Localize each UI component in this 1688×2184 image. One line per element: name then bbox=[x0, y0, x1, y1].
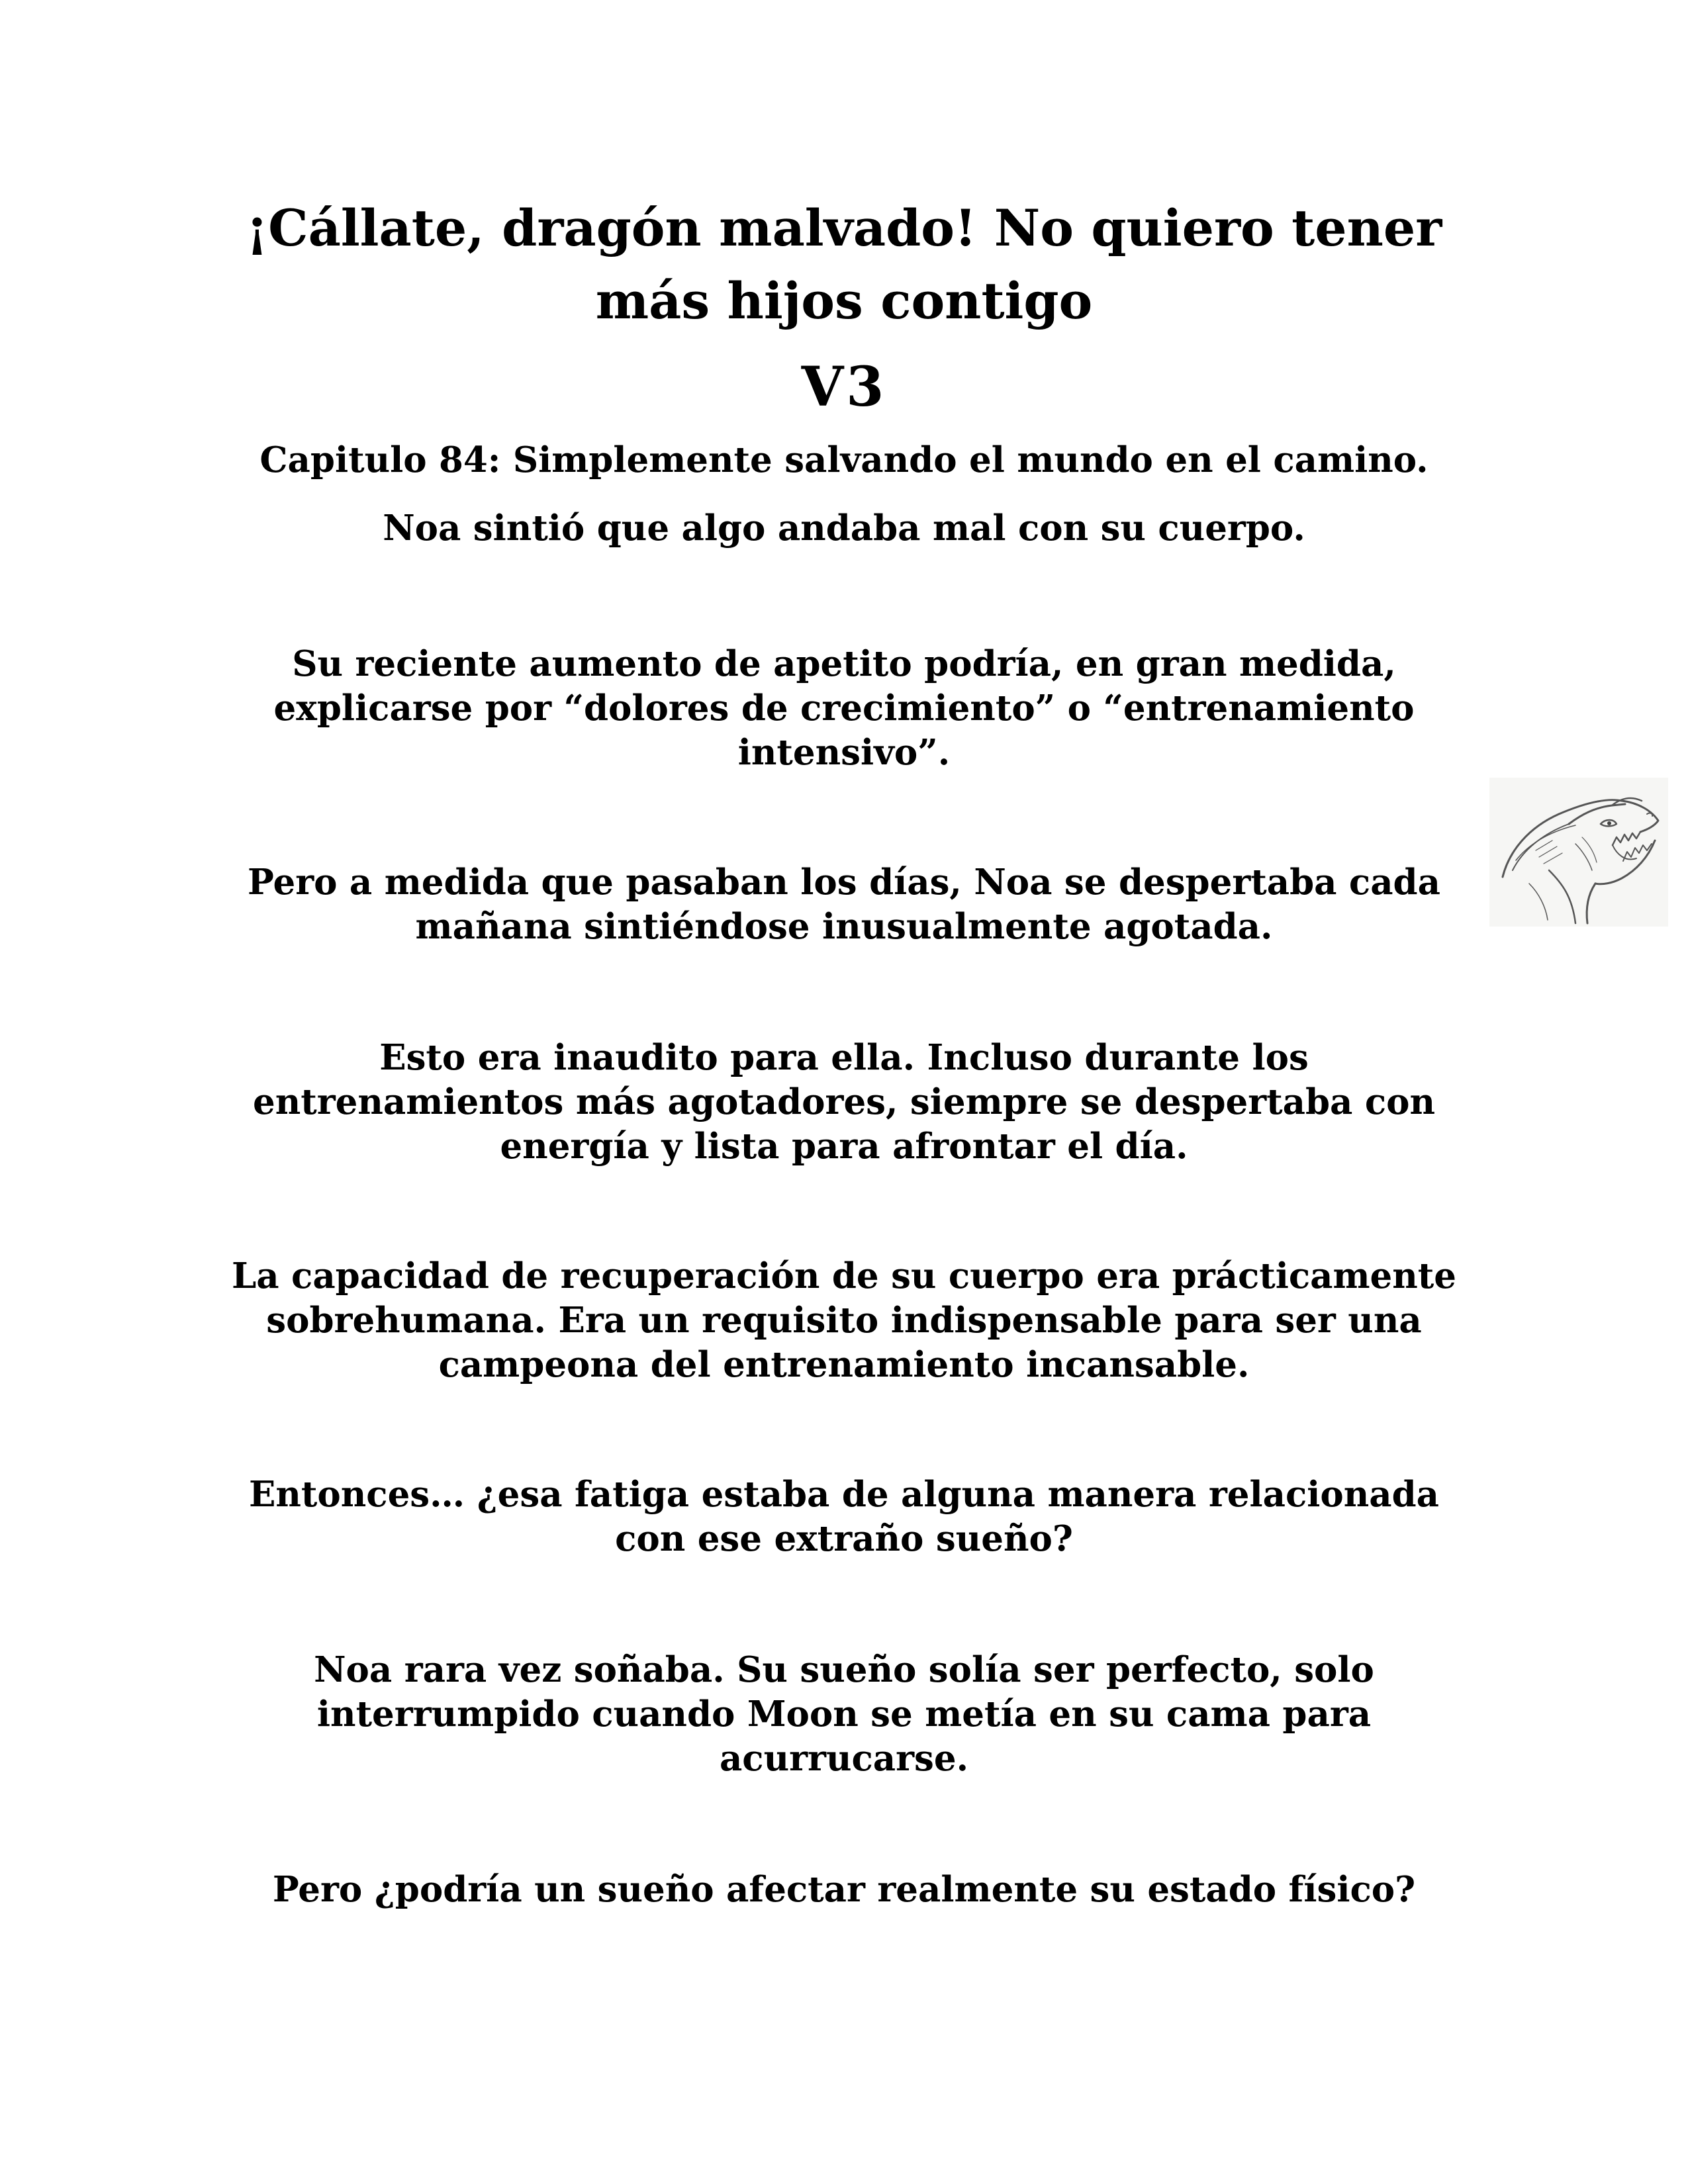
title-line-1: ¡Cállate, dragón malvado! No quiero tener bbox=[246, 199, 1442, 257]
paragraph-line: Entonces… ¿esa fatiga estaba de alguna manera relacionada bbox=[249, 1474, 1439, 1515]
title-line-2: más hijos contigo bbox=[595, 271, 1093, 330]
document-title bbox=[199, 192, 1489, 338]
paragraph-line: energía y lista para afrontar el día. bbox=[500, 1126, 1188, 1167]
paragraph-line: Noa rara vez soñaba. Su sueño solía ser perfecto, solo bbox=[314, 1649, 1374, 1690]
paragraph-7 bbox=[199, 1648, 1489, 1781]
volume-label: V3 bbox=[801, 355, 887, 419]
paragraph-line: Esto era inaudito para ella. Incluso durante los bbox=[379, 1037, 1309, 1078]
paragraph-line: La capacidad de recuperación de su cuerpo era prácticamente bbox=[231, 1255, 1456, 1297]
dragon-head-sketch-icon bbox=[1489, 778, 1668, 927]
paragraph-line: Pero a medida que pasaban los días, Noa se despertaba cada bbox=[248, 862, 1440, 903]
paragraph-line: acurrucarse. bbox=[719, 1738, 969, 1779]
paragraph-3 bbox=[199, 860, 1489, 949]
chapter-heading: Capitulo 84: Simplemente salvando el mundo en el camino. bbox=[259, 439, 1429, 480]
paragraph-5 bbox=[199, 1254, 1489, 1387]
paragraph-line: intensivo”. bbox=[737, 732, 951, 773]
paragraph-1 bbox=[199, 506, 1489, 551]
paragraph-2 bbox=[199, 642, 1489, 775]
paragraph-4 bbox=[199, 1036, 1489, 1169]
paragraph-8 bbox=[199, 1868, 1489, 1912]
paragraph-6 bbox=[199, 1473, 1489, 1561]
paragraph-line: mañana sintiéndose inusualmente agotada. bbox=[415, 906, 1273, 947]
paragraph-line: Su reciente aumento de apetito podría, en gran medida, bbox=[292, 643, 1396, 684]
paragraph-line: explicarse por “dolores de crecimiento” o “entrenamiento bbox=[273, 688, 1415, 729]
paragraph-line: Noa sintió que algo andaba mal con su cuerpo. bbox=[383, 508, 1305, 549]
paragraph-line: interrumpido cuando Moon se metía en su cama para bbox=[316, 1694, 1372, 1735]
paragraph-line: con ese extraño sueño? bbox=[615, 1518, 1073, 1559]
paragraph-line: entrenamientos más agotadores, siempre se despertaba con bbox=[252, 1081, 1435, 1122]
paragraph-line: sobrehumana. Era un requisito indispensable para ser una bbox=[266, 1300, 1422, 1341]
paragraph-line: campeona del entrenamiento incansable. bbox=[438, 1344, 1250, 1385]
paragraph-line: Pero ¿podría un sueño afectar realmente su estado físico? bbox=[272, 1869, 1416, 1910]
